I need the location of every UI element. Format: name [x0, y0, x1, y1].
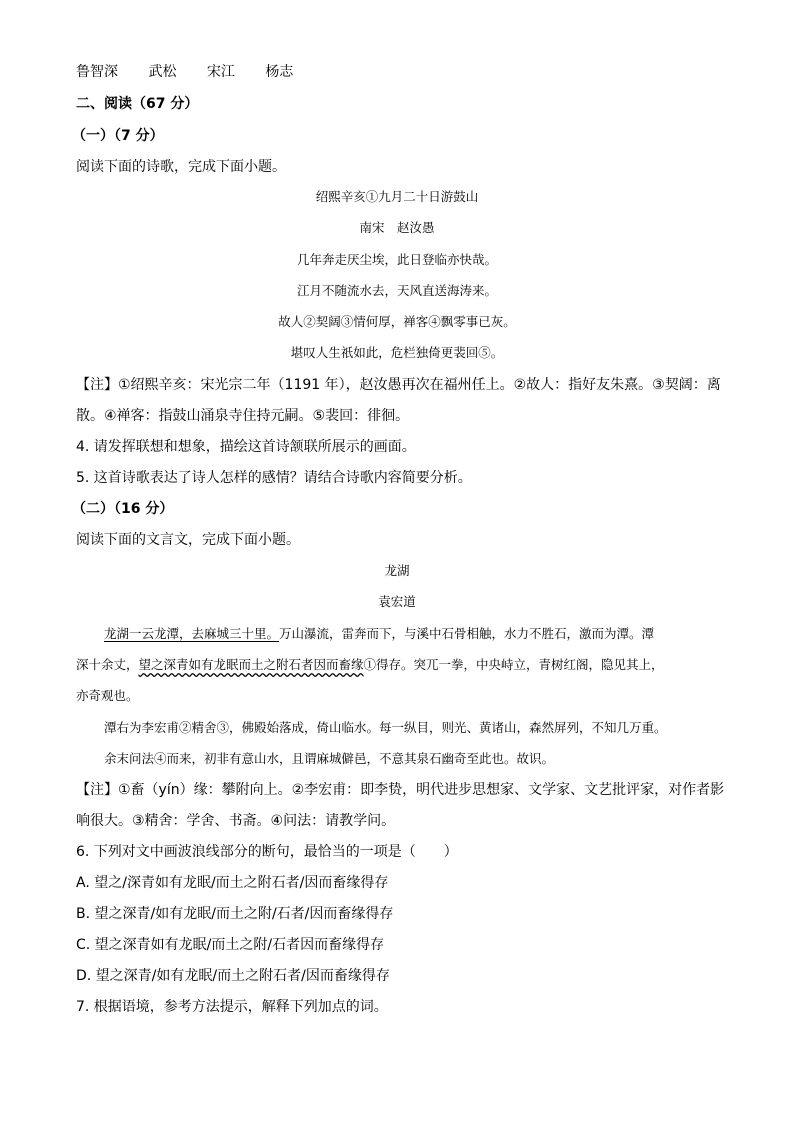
prose-title: 龙湖 [384, 563, 410, 578]
prose-paragraph-1-end: 亦奇观也。 [76, 688, 139, 703]
poem-author: 南宋 赵汝愚 [359, 220, 435, 235]
name-item: 鲁智深 [76, 64, 118, 80]
question-4: 4. 请发挥联想和想象，描绘这首诗颔联所展示的画面。 [76, 439, 416, 455]
prose-note: 响很大。③精舍：学舍、书斋。④问法：请教学问。 [76, 813, 396, 829]
part2-instruction: 阅读下面的文言文，完成下面小题。 [76, 532, 300, 548]
name-item: 宋江 [206, 64, 235, 80]
question-7: 7. 根据语境，参考方法提示，解释下列加点的词。 [76, 999, 388, 1015]
poem-line: 故人②契阔③情何厚，禅客④飘零事已灰。 [278, 314, 516, 329]
section2-heading: 二、阅读（67 分） [76, 96, 199, 112]
prose-paragraph-1 [104, 624, 754, 644]
part1-instruction: 阅读下面的诗歌，完成下面小题。 [76, 159, 286, 175]
prose-author: 袁宏道 [378, 594, 416, 609]
question-5: 5. 这首诗歌表达了诗人怎样的感情？请结合诗歌内容简要分析。 [76, 470, 472, 486]
prose-paragraph-2: 潭右为李宏甫②精舍③，佛殿始落成，倚山临水。每一纵目，则光、黄诸山，森然屏列，不知几万重。 [104, 720, 667, 735]
poem-note: 散。④禅客：指鼓山涌泉寺住持元嗣。⑤裴回：徘徊。 [76, 408, 410, 424]
option-b: B. 望之深青/如有龙眠/而土之附/石者/因而畜缘得存 [76, 906, 394, 922]
poem-line: 江月不随流水去，天风直送海涛来。 [296, 283, 497, 298]
names-row [76, 62, 319, 82]
prose-paragraph-1-cont [76, 655, 726, 675]
name-item: 武松 [148, 64, 177, 80]
name-item: 杨志 [265, 64, 294, 80]
prose-text: 深十余丈， [76, 657, 139, 672]
option-d: D. 望之深青/如有龙眠/而土之附石者/因而畜缘得存 [76, 968, 390, 984]
poem-line: 堪叹人生祇如此，危栏独倚更裴回⑤。 [290, 345, 504, 360]
option-a: A. 望之/深青如有龙眠/而土之附石者/因而畜缘得存 [76, 875, 389, 891]
prose-paragraph-3: 余末问法④而来，初非有意山水，且谓麻城僻邑，不意其泉石幽奇至此也。故识。 [104, 751, 555, 766]
poem-title: 绍熙辛亥①九月二十日游鼓山 [315, 189, 479, 204]
prose-text: ①得存。突兀一拳，中央峙立，青树红阁，隐见其上， [363, 657, 664, 672]
part2-heading: （二）（16 分） [72, 501, 174, 517]
question-6: 6. 下列对文中画波浪线部分的断句，最恰当的一项是（ ） [76, 844, 458, 860]
poem-line: 几年奔走厌尘埃，此日登临亦快哉。 [296, 252, 497, 267]
poem-note: 【注】①绍熙辛亥：宋光宗二年（1191 年），赵汝愚再次在福州任上。②故人：指好友朱熹。③契阔：离 [76, 377, 721, 393]
prose-note: 【注】①畜（yín）缘：攀附向上。②李宏甫：即李贽，明代进步思想家、文学家、文艺批评家，对作者影 [76, 782, 725, 798]
option-c: C. 望之深青如有龙眠/而土之附/石者因而畜缘得存 [76, 937, 385, 953]
prose-straight-underline: 龙湖一云龙潭，去麻城三十里。 [104, 626, 280, 641]
prose-wavy-underline: 望之深青如有龙眠而土之附石者因而畜缘 [138, 657, 364, 672]
prose-text: 万山瀑流，雷奔而下，与溪中石骨相触，水力不胜石，激而为潭。潭 [279, 626, 655, 641]
part1-heading: （一）（7 分） [72, 128, 164, 144]
